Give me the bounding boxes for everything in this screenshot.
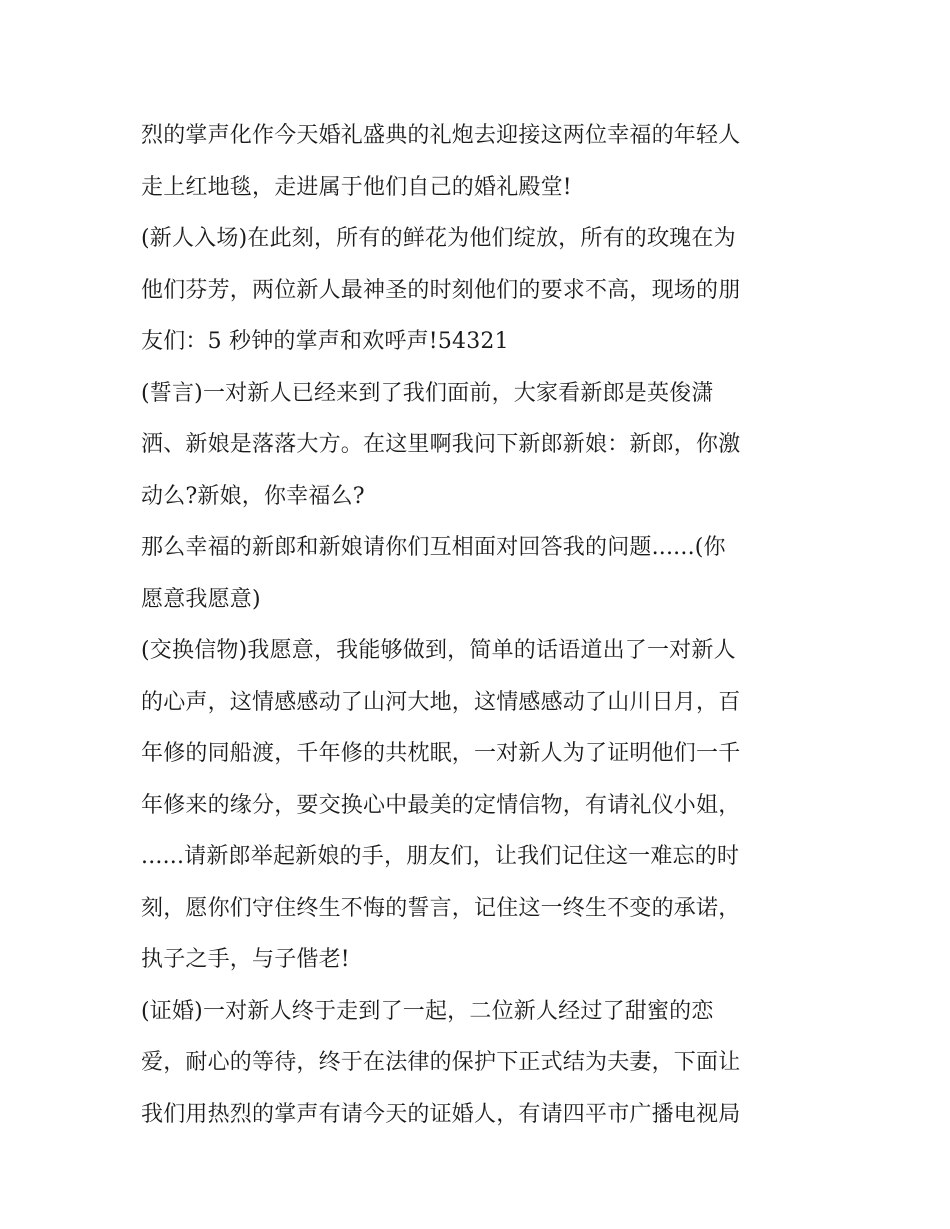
text-line: 动么?新娘，你幸福么? <box>141 483 365 509</box>
text-line: 的心声，这情感感动了山河大地，这情感感动了山川日月，百 <box>141 689 741 715</box>
text-line: (证婚)一对新人终于走到了一起，二位新人经过了甜蜜的恋 <box>141 998 714 1024</box>
text-line: 走上红地毯，走进属于他们自己的婚礼殿堂! <box>141 174 572 200</box>
text-line: 洒、新娘是落落大方。在这里啊我问下新郎新娘：新郎，你激 <box>141 432 741 457</box>
text-line: 愿意我愿意) <box>141 586 261 612</box>
text-line: 烈的掌声化作今天婚礼盛典的礼炮去迎接这两位幸福的年轻人 <box>141 123 741 148</box>
text-line: 年修来的缘分，要交换心中最美的定情信物，有请礼仪小姐， <box>141 792 741 818</box>
text-line: 那么幸福的新郎和新娘请你们互相面对回答我的问题......(你 <box>141 535 726 560</box>
text-line: 爱，耐心的等待，终于在法律的保护下正式结为夫妻，下面让 <box>141 1050 741 1075</box>
text-line: 我们用热烈的掌声有请今天的证婚人，有请四平市广播电视局 <box>141 1101 741 1127</box>
text-line: 执子之手，与子偕老! <box>141 947 350 972</box>
document-text-body <box>141 110 831 1140</box>
text-line: (誓言)一对新人已经来到了我们面前，大家看新郎是英俊潇 <box>141 380 714 406</box>
text-line: 年修的同船渡，千年修的共枕眠，一对新人为了证明他们一千 <box>141 741 741 766</box>
text-line: 友们：5 秒钟的掌声和欢呼声!54321 <box>141 329 509 354</box>
text-line: 他们芬芳，两位新人最神圣的时刻他们的要求不高，现场的朋 <box>141 277 741 303</box>
text-line: 刻，愿你们守住终生不悔的誓言，记住这一终生不变的承诺， <box>141 895 741 921</box>
text-line: (交换信物)我愿意，我能够做到，简单的话语道出了一对新人 <box>141 638 736 663</box>
text-line: (新人入场)在此刻，所有的鲜花为他们绽放，所有的玫瑰在为 <box>141 226 736 251</box>
text-line: ......请新郎举起新娘的手，朋友们，让我们记住这一难忘的时 <box>141 844 740 869</box>
